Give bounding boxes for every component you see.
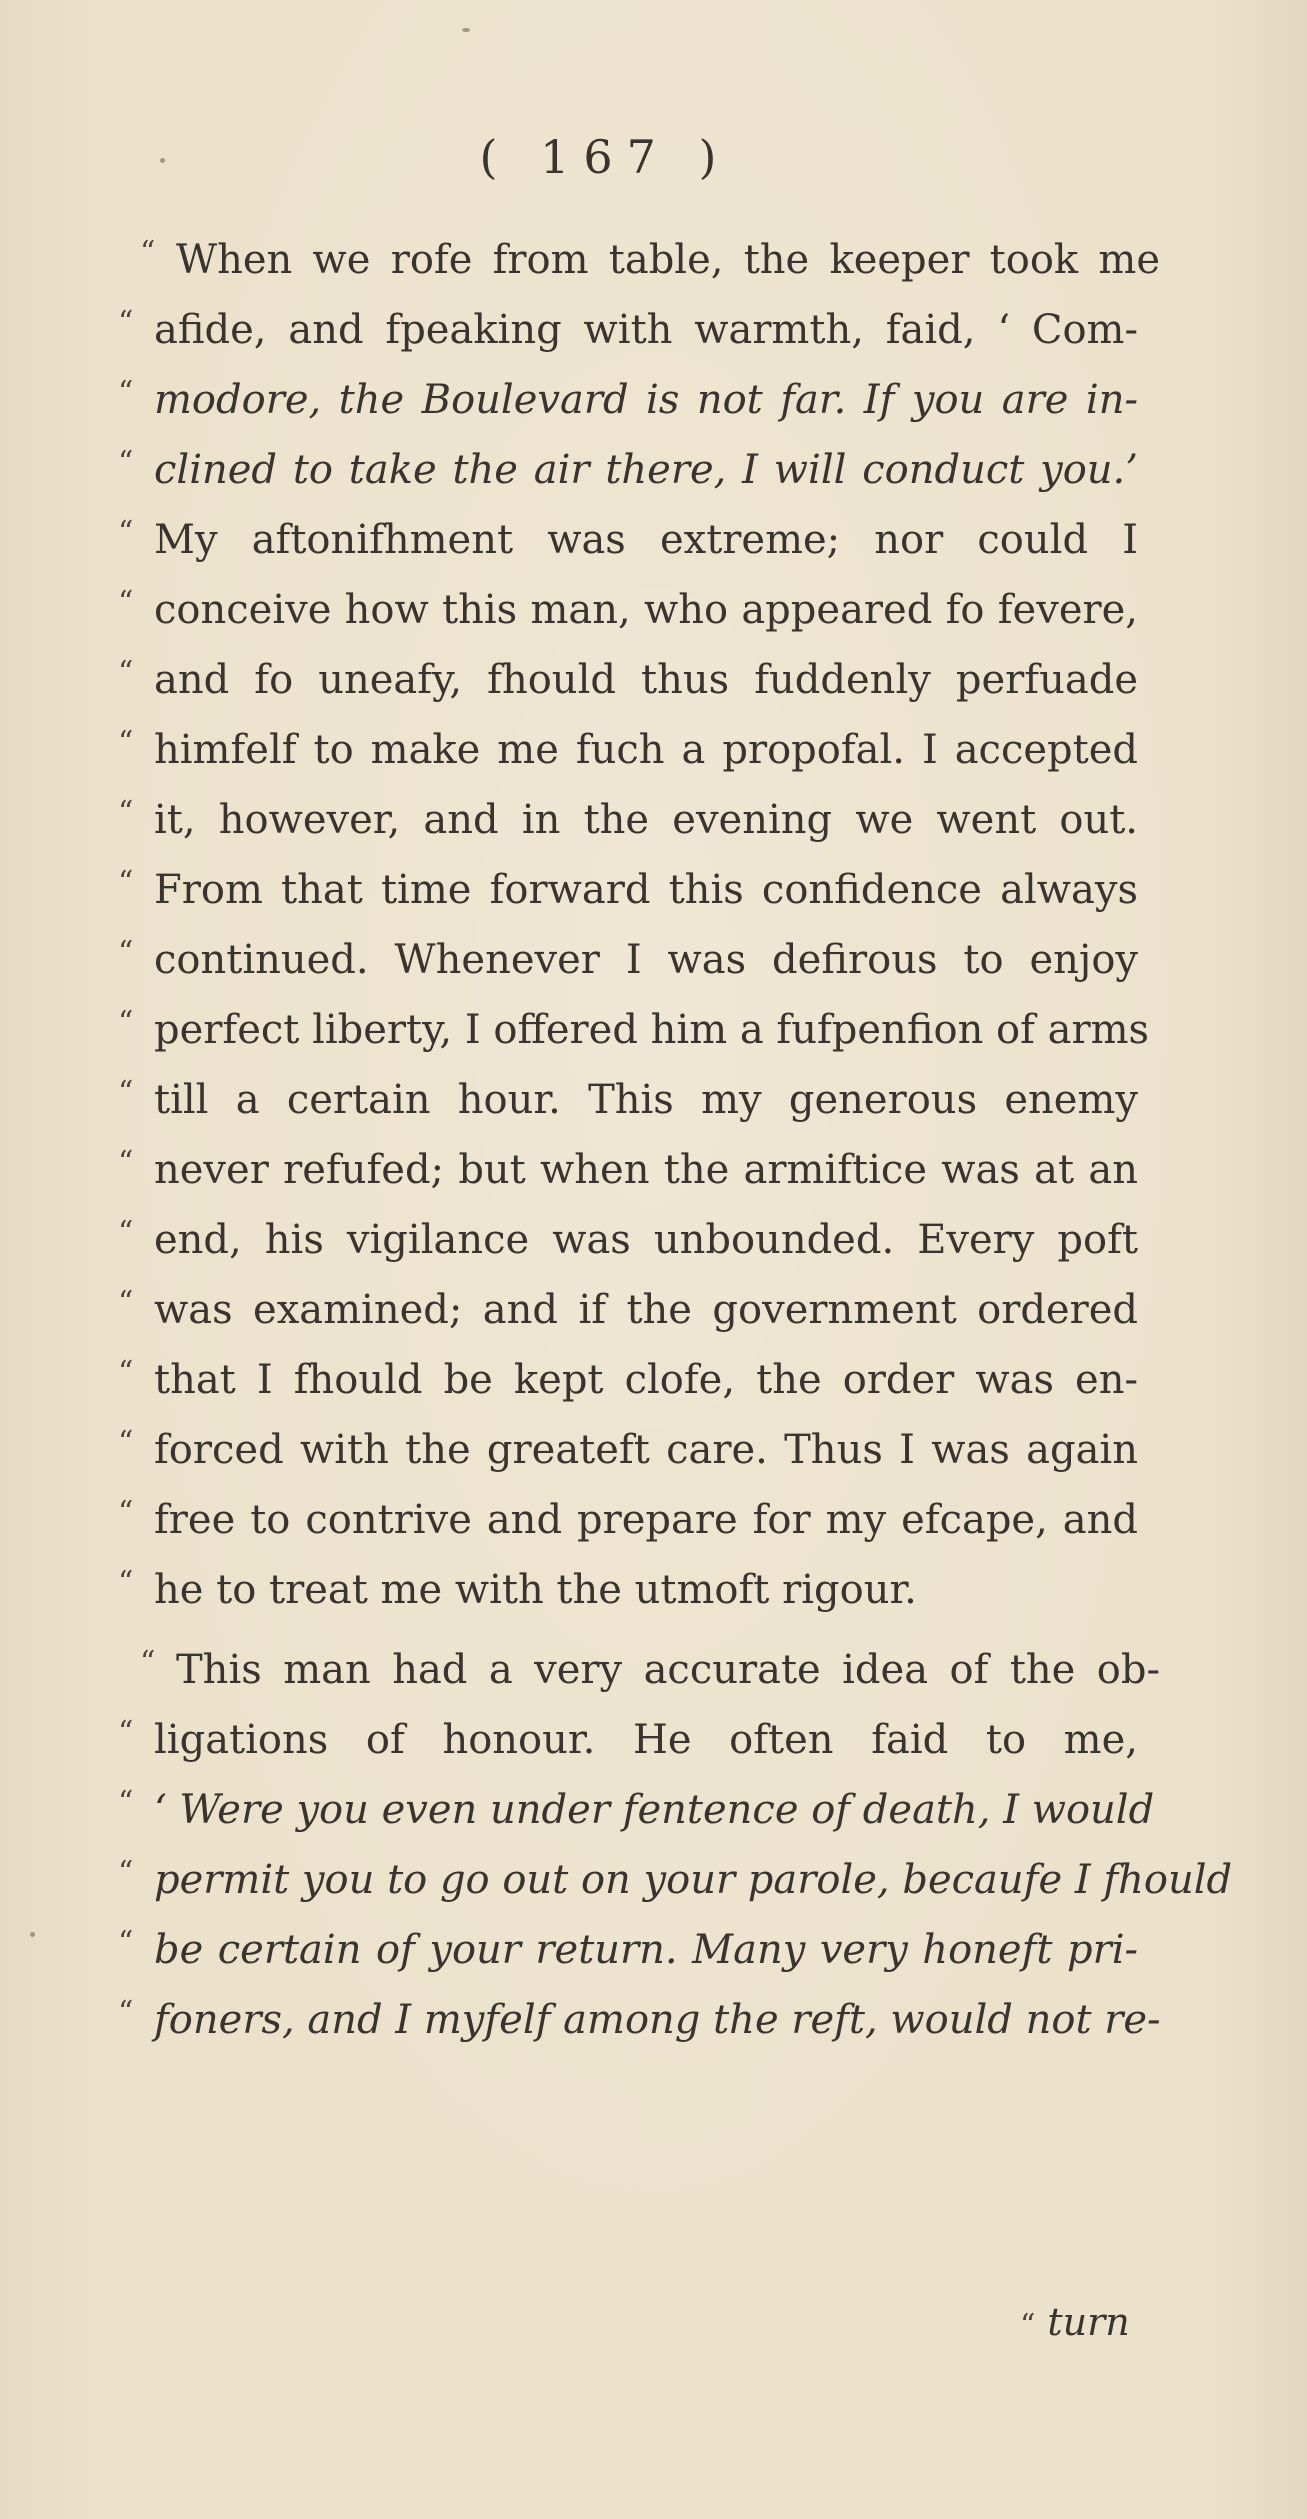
quote-mark: “: [118, 1785, 134, 1820]
line-text: he to treat me with the utmoft rigour.: [154, 1567, 917, 1613]
quote-mark: “: [118, 1855, 134, 1890]
text-line: [118, 1208, 1138, 1272]
line-text: ‘ Were you even under fentence of death, I would: [154, 1787, 1155, 1833]
quote-mark: “: [118, 375, 134, 410]
text-line: [118, 1848, 1233, 1912]
text-line: [118, 1488, 1138, 1552]
quote-mark: “: [118, 795, 134, 830]
text-line: [118, 508, 1138, 572]
quote-mark: “: [118, 1215, 134, 1250]
text-line: [140, 1638, 1160, 1702]
quote-mark: “: [118, 1075, 134, 1110]
catchword-text: turn: [1047, 2300, 1130, 2344]
quote-mark: “: [118, 305, 134, 340]
text-line: [118, 788, 1138, 852]
line-text: free to contrive and prepare for my efcape, and: [154, 1497, 1138, 1543]
quote-mark: “: [118, 865, 134, 900]
line-text: ligations of honour. He often faid to me,: [154, 1717, 1138, 1763]
line-text: permit you to go out on your parole, becaufe I fhould: [154, 1857, 1233, 1903]
line-text: perfect liberty, I offered him a fufpenfion of arms: [154, 1007, 1150, 1053]
line-text: never refufed; but when the armiftice was at an: [154, 1147, 1138, 1193]
quote-mark: “: [118, 1355, 134, 1390]
line-text: From that time forward this confidence always: [154, 867, 1138, 913]
text-line: [118, 1708, 1138, 1772]
text-line: [118, 438, 1138, 502]
text-line: [118, 1068, 1138, 1132]
quote-mark: “: [118, 1925, 134, 1960]
line-text: When we rofe from table, the keeper took me: [176, 237, 1160, 283]
catchword-quote: “: [1020, 2308, 1036, 2343]
line-text: that I fhould be kept clofe, the order was en-: [154, 1357, 1138, 1403]
text-line: [118, 1418, 1138, 1482]
quote-mark: “: [140, 235, 156, 270]
catchword: [1020, 2290, 1130, 2354]
text-line: [118, 858, 1138, 922]
line-text: modore, the Boulevard is not far. If you are in-: [154, 377, 1138, 423]
quote-mark: “: [118, 1565, 134, 1600]
line-text: and fo uneafy, fhould thus fuddenly perfuade: [154, 657, 1138, 703]
quote-mark: “: [118, 1425, 134, 1460]
text-line: [140, 228, 1160, 292]
quote-mark: “: [118, 1005, 134, 1040]
line-text: till a certain hour. This my generous enemy: [154, 1077, 1138, 1123]
quote-mark: “: [118, 655, 134, 690]
text-line: [118, 298, 1138, 362]
line-text: be certain of your return. Many very honeft pri-: [154, 1927, 1138, 1973]
line-text: continued. Whenever I was defirous to enjoy: [154, 937, 1138, 983]
quote-mark: “: [118, 445, 134, 480]
quote-mark: “: [118, 1995, 134, 2030]
line-text: conceive how this man, who appeared fo fevere,: [154, 587, 1138, 633]
line-text: My aftonifhment was extreme; nor could I: [154, 517, 1138, 563]
line-text: himfelf to make me fuch a propofal. I accepted: [154, 727, 1138, 773]
text-line: [118, 1778, 1155, 1842]
text-line: [118, 928, 1138, 992]
text-line: [118, 1918, 1138, 1982]
text-line: [118, 998, 1150, 1062]
quote-mark: “: [118, 1285, 134, 1320]
quote-mark: “: [118, 725, 134, 760]
line-text: foners, and I myfelf among the reft, would not re-: [154, 1997, 1161, 2043]
line-text: was examined; and if the government ordered: [154, 1287, 1138, 1333]
line-text: end, his vigilance was unbounded. Every poft: [154, 1217, 1138, 1263]
text-line: [118, 1348, 1138, 1412]
text-line: [118, 718, 1138, 782]
quote-mark: “: [118, 585, 134, 620]
line-text: forced with the greateft care. Thus I was again: [154, 1427, 1138, 1473]
quote-mark: “: [118, 515, 134, 550]
quote-mark: “: [118, 1495, 134, 1530]
text-line: [118, 1558, 1138, 1622]
quote-mark: “: [118, 935, 134, 970]
page-number: ( 167 ): [479, 130, 731, 184]
text-line: [118, 1278, 1138, 1342]
text-line: [118, 1988, 1161, 2052]
line-text: This man had a very accurate idea of the ob-: [176, 1647, 1160, 1693]
quote-mark: “: [118, 1715, 134, 1750]
text-line: [118, 1138, 1138, 1202]
text-line: [118, 368, 1138, 432]
text-line: [118, 578, 1138, 642]
line-text: afide, and fpeaking with warmth, faid, ‘ Com-: [154, 307, 1138, 353]
line-text: clined to take the air there, I will conduct you.’: [154, 447, 1138, 493]
quote-mark: “: [140, 1645, 156, 1680]
text-line: [118, 648, 1138, 712]
quote-mark: “: [118, 1145, 134, 1180]
line-text: it, however, and in the evening we went out.: [154, 797, 1138, 843]
